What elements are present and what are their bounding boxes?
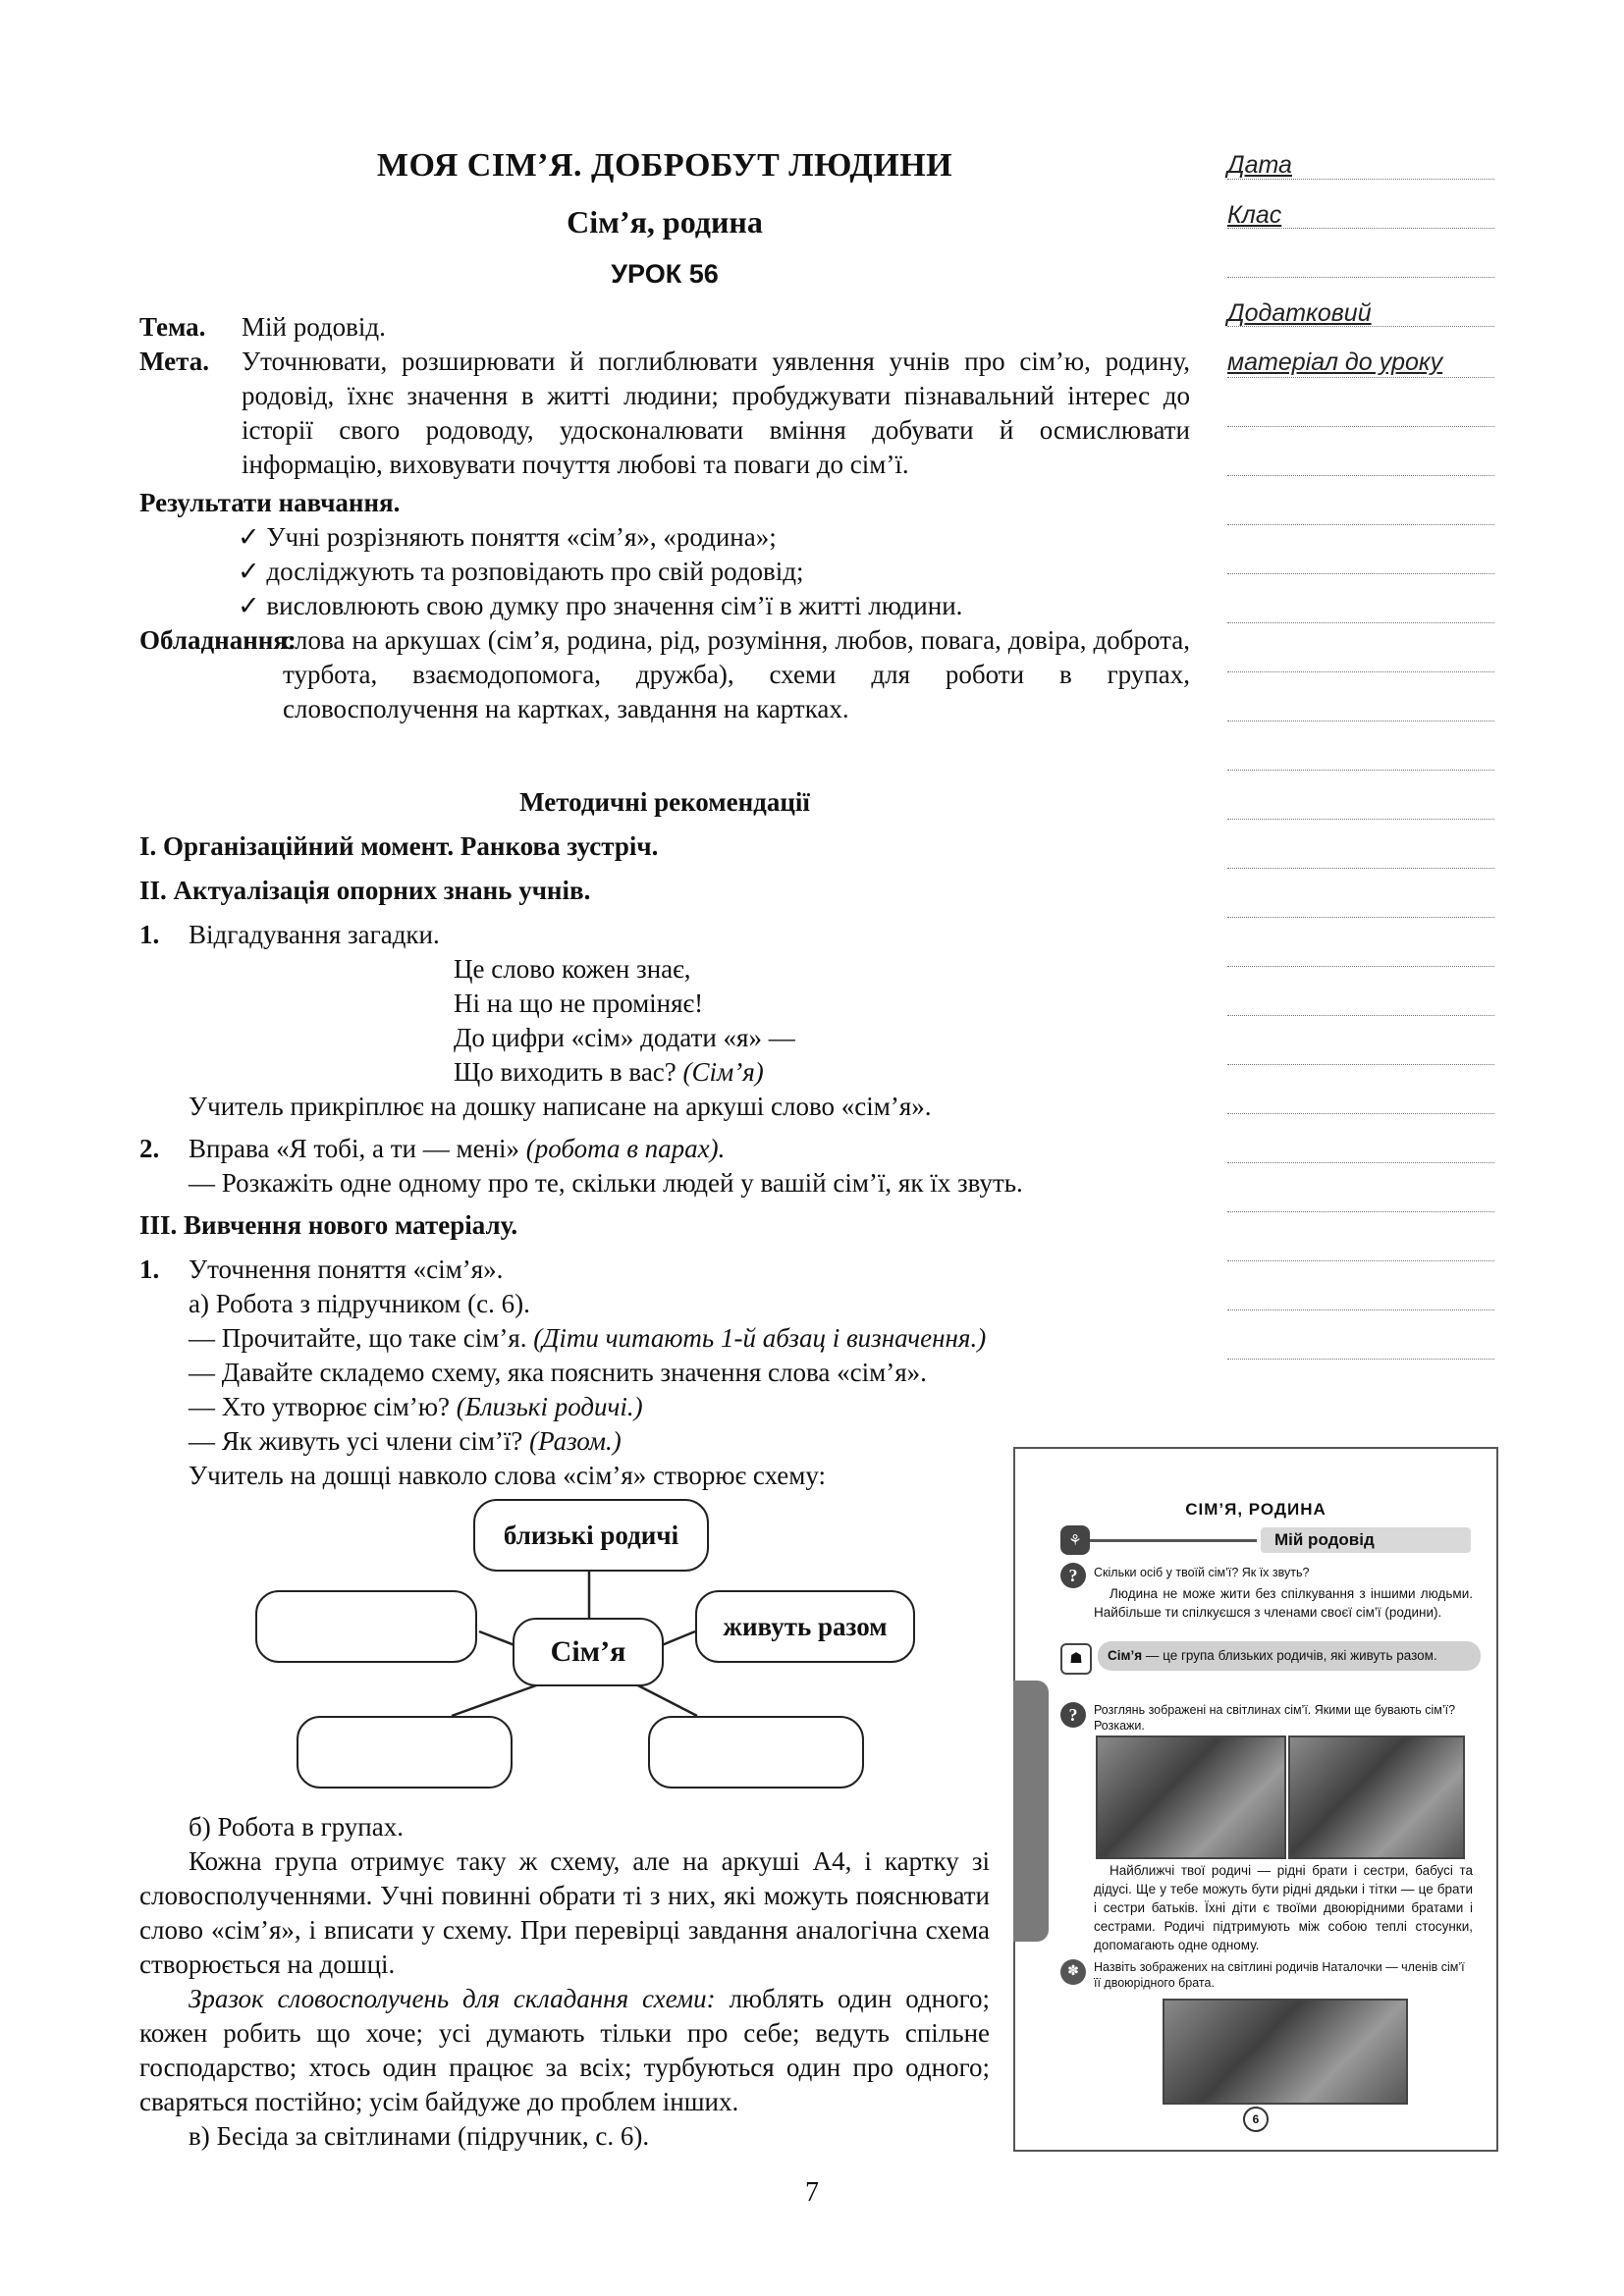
question-line: — Розкажіть одне одному про те, скільки людей у вашій сім’ї, як їх звуть. xyxy=(189,1168,1023,1198)
textbook-definition xyxy=(1098,1641,1481,1671)
sub-item: в) Бесіда за світлинами (підручник, с. 6). xyxy=(189,2121,650,2151)
textbook-title: СІМ’Я, РОДИНА xyxy=(1185,1500,1326,1519)
goal-text: Уточнювати, розширювати й поглиблювати уявлення учнів про сім’ю, родину, родовід, їхнє значення в житті людини; пробуджувати пізнавальний інтерес до історії свого родоводу, удосконалювати вміння добувати й осмислювати інформацію, виховувати почуття любові та поваги до сім’ї. xyxy=(242,347,1190,479)
diagram-node-empty[interactable] xyxy=(255,1590,477,1663)
item-note: (робота в парах). xyxy=(525,1134,726,1163)
teacher-note: Учитель на дошці навколо слова «сім’я» створює схему: xyxy=(189,1461,827,1490)
question-line: — Давайте складемо схему, яка пояснить значення слова «сім’я». xyxy=(189,1358,927,1387)
riddle-line: Це слово кожен знає, xyxy=(454,954,691,984)
item-number: 1. xyxy=(139,1255,160,1284)
page-number: 7 xyxy=(805,2177,819,2208)
family-icon: ⚘ xyxy=(1060,1525,1090,1555)
riddle-line-last: Що виходить в вас? (Сім’я) xyxy=(454,1057,764,1087)
item-number: 2. xyxy=(139,1134,160,1163)
textbook-paragraph: Людина не може жити без спілкування з іншими людьми. Найбільше ти спілкуєшся з членами своєї сім’ї (родини). xyxy=(1094,1586,1473,1620)
result-item: ✓ Учні розрізняють поняття «сім’я», «родина»; xyxy=(238,522,777,552)
cousin-family-photo xyxy=(1163,1999,1408,2105)
diagram-node-center: Сім’я xyxy=(513,1618,664,1686)
sidebar-class-label: Клас xyxy=(1227,201,1282,229)
sub-item: а) Робота з підручником (с. 6). xyxy=(189,1289,530,1318)
textbook-question: Назвіть зображених на світлині родичів Наталочки — членів сім’ї її двоюрідного брата. xyxy=(1094,1960,1465,1990)
sample-label: Зразок словосполучень для складання схеми: xyxy=(189,1984,716,2013)
sub-item: б) Робота в групах. xyxy=(189,1812,404,1842)
question-icon: ? xyxy=(1060,1563,1086,1588)
textbook-page-number: 6 xyxy=(1243,2107,1269,2132)
family-photo xyxy=(1096,1735,1286,1859)
textbook-excerpt xyxy=(1013,1447,1498,2152)
question-line: — Прочитайте, що таке сім’я. (Діти читають 1-й абзац і визначення.) xyxy=(189,1323,987,1353)
results-label: Результати навчання. xyxy=(139,488,401,517)
riddle-line: До цифри «сім» додати «я» — xyxy=(454,1023,795,1052)
group-work-section xyxy=(139,1810,990,2154)
question-line: — Як живуть усі члени сім’ї? (Разом.) xyxy=(189,1426,622,1456)
question-icon: ? xyxy=(1060,1702,1086,1728)
family-photo xyxy=(1288,1735,1465,1859)
sidebar-date-label: Дата xyxy=(1227,151,1292,179)
teacher-note: Учитель прикріплює на дошку написане на аркуші слово «сім’я». xyxy=(189,1092,932,1121)
sidebar-extra-label-2: матеріал до уроку xyxy=(1227,348,1443,376)
method-heading: Методичні рекомендації xyxy=(519,787,810,817)
item-text: Вправа «Я тобі, а ти — мені» xyxy=(189,1134,520,1163)
section-heading: I. Організаційний момент. Ранкова зустріч. xyxy=(139,831,659,861)
sidebar-extra-label: Додатковий xyxy=(1227,299,1372,327)
book-icon: ☗ xyxy=(1060,1643,1092,1675)
definition-term: Сім’я xyxy=(1108,1648,1143,1663)
result-item: ✓ досліджують та розповідають про свій родовід; xyxy=(238,557,804,586)
sample-text: люблять один одного; кожен робить що хоче; усі думають тільки про себе; ведуть спільне господарство; хтось один працює за всіх; турбуються один про одного; сваряться постійно; усім байдуже до проблем інших. xyxy=(139,1984,991,2116)
topic-label: Тема. xyxy=(139,312,206,342)
textbook-subtitle: Мій родовід xyxy=(1261,1527,1471,1553)
textbook-question: Скільки осіб у твоїй сім’ї? Як їх звуть? xyxy=(1094,1566,1310,1579)
textbook-paragraph: Найближчі твої родичі — рідні брати і сестри, бабусі та дідусі. Ще у тебе можуть бути рідні дядьки і тітки — це брати і сестри батьків. Їхні діти є твоїми двоюрідними братами і сестрами. Родичі підтримують між собою теплі стосунки, допомагають одне одному. xyxy=(1094,1863,1473,1952)
section-heading: II. Актуалізація опорних знань учнів. xyxy=(139,876,591,905)
lesson-number: УРОК 56 xyxy=(611,259,719,289)
equipment-label: Обладнання: xyxy=(139,625,297,655)
section-heading: III. Вивчення нового матеріалу. xyxy=(139,1210,518,1240)
riddle-answer: (Сім’я) xyxy=(682,1057,764,1087)
textbook-side-tab xyxy=(1013,1681,1049,1942)
sample-paragraph xyxy=(139,1982,990,2119)
group-icon: ✽ xyxy=(1060,1959,1086,1985)
diagram-node-empty[interactable] xyxy=(297,1716,513,1789)
paragraph: Кожна група отримує таку ж схему, але на аркуші А4, і картку зі словосполученнями. Учні повинні обрати ті з них, які можуть пояснювати слово «сім’я», і вписати у схему. При перевірці завдання аналогічна схема створюється на дошці. xyxy=(139,1846,990,1979)
item-text: Відгадування загадки. xyxy=(189,920,440,949)
page-subtitle: Сім’я, родина xyxy=(567,204,763,240)
riddle-line: Ні на що не проміняє! xyxy=(454,988,704,1018)
goal-label: Мета. xyxy=(139,347,209,376)
title-rule xyxy=(1090,1539,1257,1542)
item-number: 1. xyxy=(139,920,160,949)
diagram-node-empty[interactable] xyxy=(648,1716,864,1789)
topic-text: Мій родовід. xyxy=(242,312,386,342)
result-item: ✓ висловлюють свою думку про значення сім’ї в житті людини. xyxy=(238,591,963,620)
question-line: — Хто утворює сім’ю? (Близькі родичі.) xyxy=(189,1392,643,1421)
definition-text: — це група близьких родичів, які живуть разом. xyxy=(1142,1648,1437,1663)
diagram-node-relatives: близькі родичі xyxy=(473,1499,709,1572)
item-text: Уточнення поняття «сім’я». xyxy=(189,1255,504,1284)
equipment-text: слова на аркушах (сім’я, родина, рід, розуміння, любов, повага, довіра, доброта, турбота, взаємодопомога, дружба), схеми для роботи в групах, словосполучення на картках, завдання на картках. xyxy=(283,625,1190,723)
diagram-node-together: живуть разом xyxy=(695,1590,915,1663)
textbook-question: Розглянь зображені на світлинах сім’ї. Якими ще бувають сім’ї? Розкажи. xyxy=(1094,1703,1456,1733)
page-title: МОЯ СІМ’Я. ДОБРОБУТ ЛЮДИНИ xyxy=(376,147,953,184)
